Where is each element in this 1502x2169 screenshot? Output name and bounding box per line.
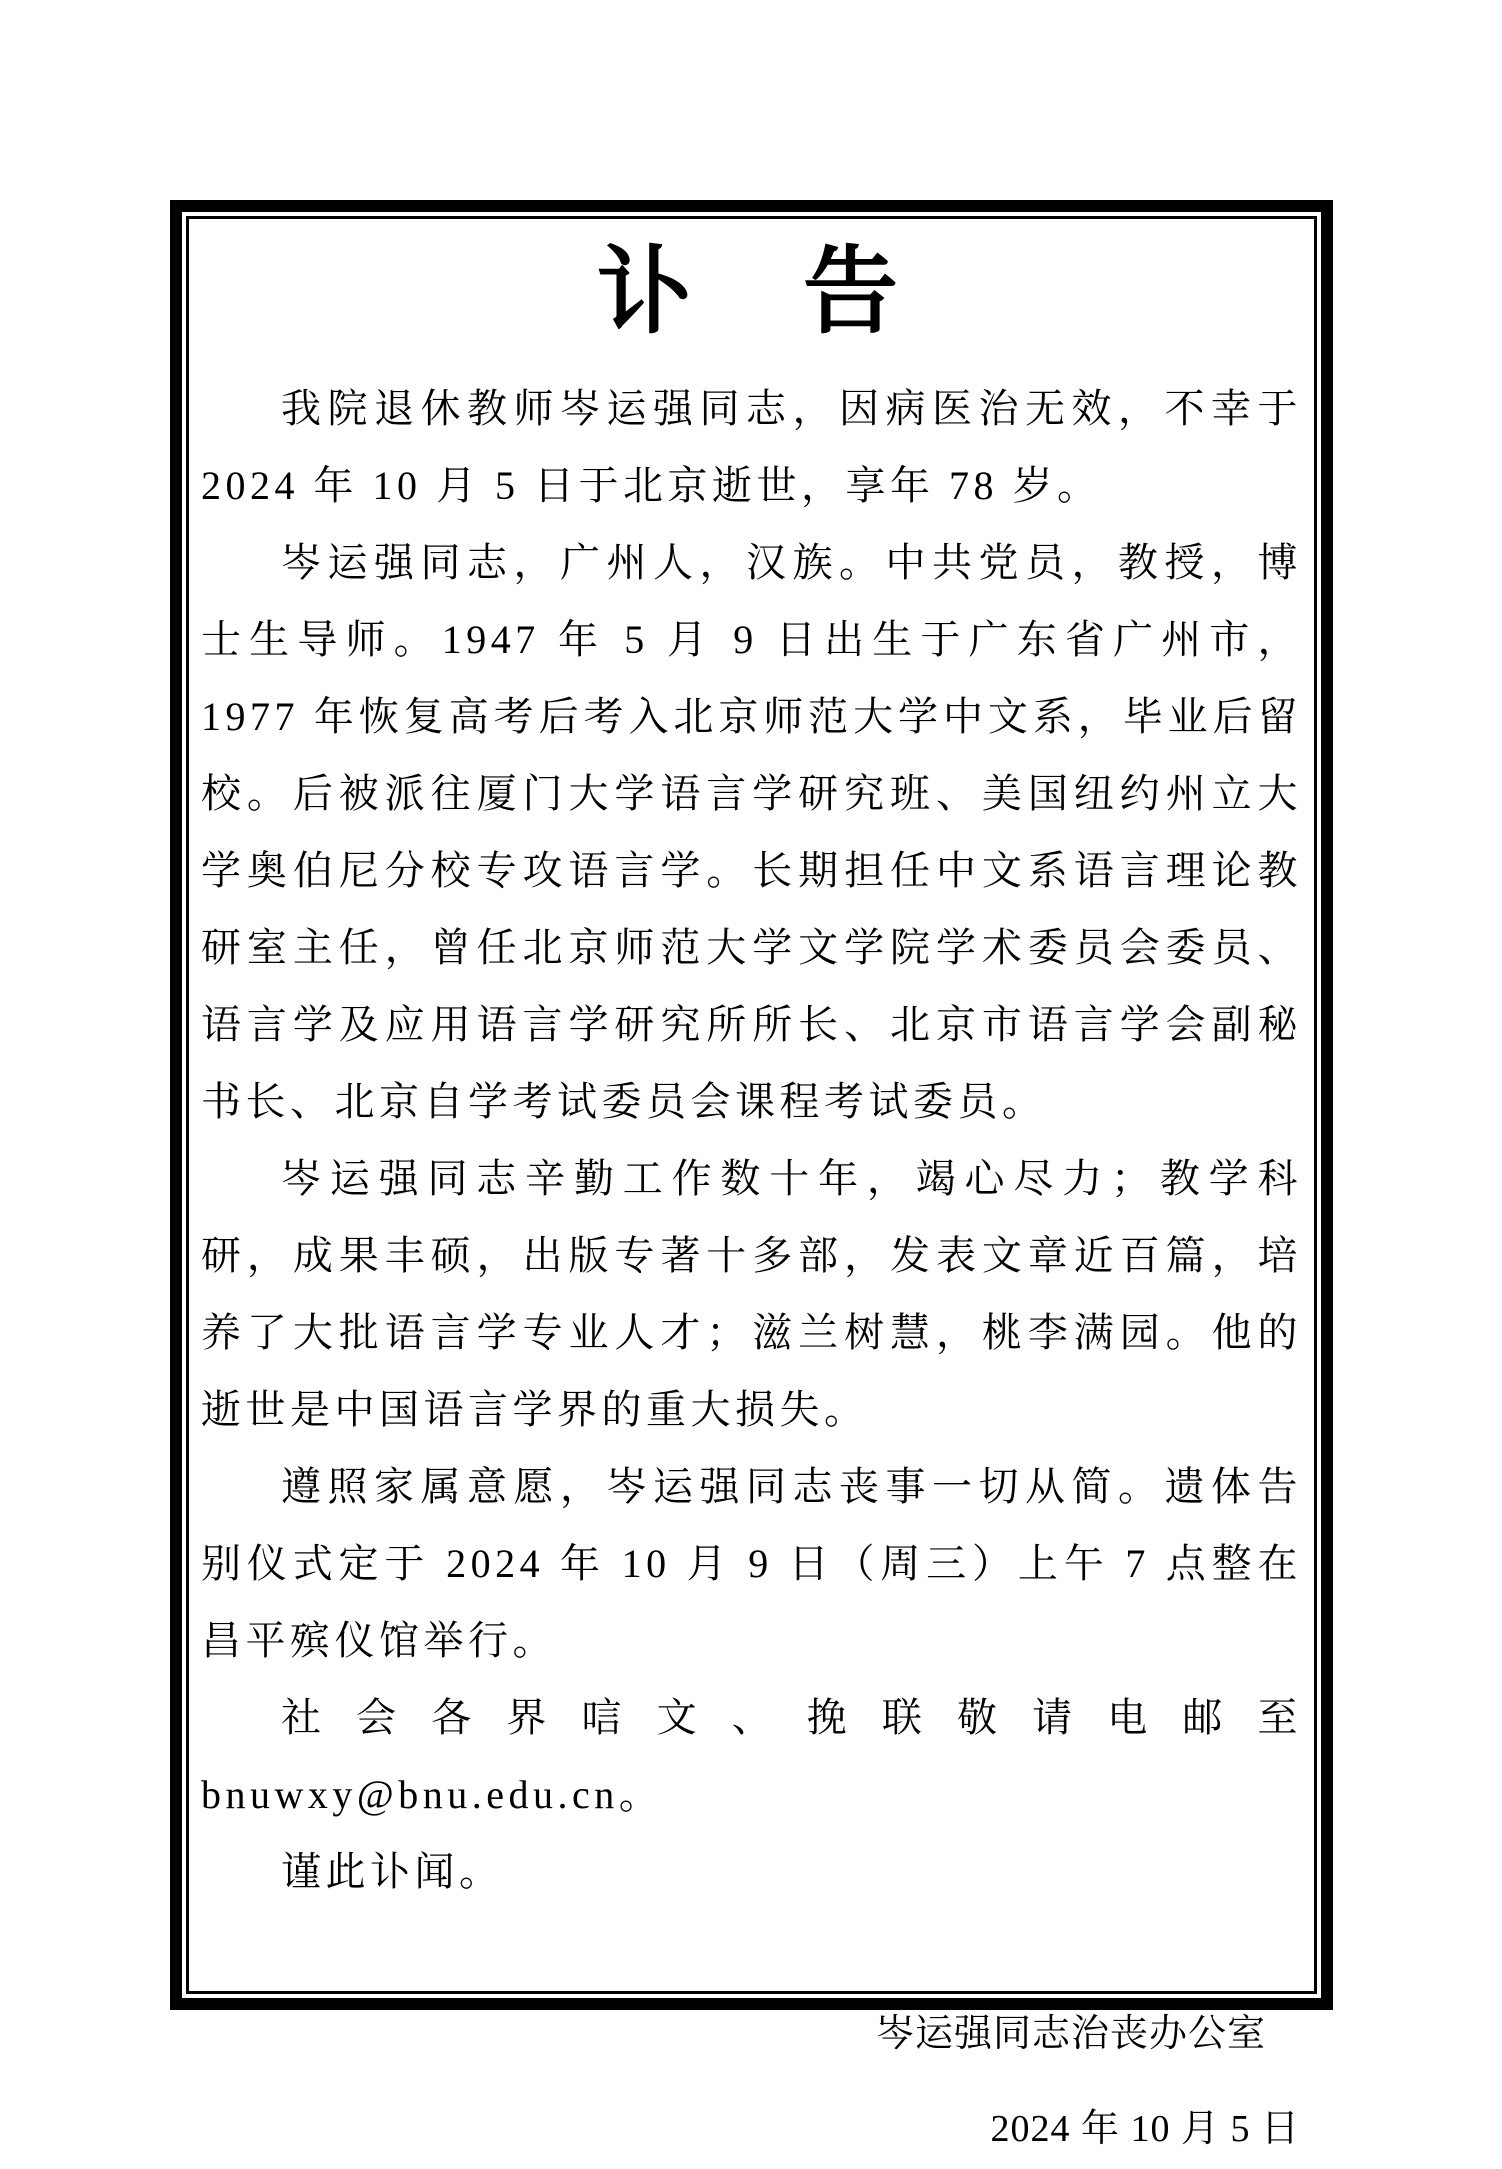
notice-paragraph-condolence-email: 社会各界唁文、挽联敬请电邮至 bnuwxy@bnu.edu.cn。 — [201, 1695, 1302, 1817]
notice-paragraph-closing: 谨此讣闻。 — [281, 1849, 504, 1894]
notice-title: 讣 告 — [596, 239, 906, 345]
signature-office: 岑运强同志治丧办公室 — [875, 2013, 1266, 2055]
notice-paragraph-biography: 岑运强同志，广州人，汉族。中共党员，教授，博士生导师。1947 年 5 月 9 日出生于广东省广州市，1977 年恢复高考后考入北京师范大学中文系，毕业后留校。后被派往厦门大学语言学研究班、美国纽约州立大学奥伯尼分校专攻语言学。长期担任中文系语言理论教研室主任，曾任北京师范大学文学院学术委员会委员、语言学及应用语言学研究所所长、北京市语言学会副秘书长、北京自学考试委员会课程考试委员。 — [201, 540, 1302, 1124]
signature-date: 2024 年 10 月 5 日 — [990, 2108, 1300, 2150]
notice-paragraph-achievements: 岑运强同志辛勤工作数十年，竭心尽力；教学科研，成果丰硕，出版专著十多部，发表文章近百篇，培养了大批语言学专业人才；滋兰树慧，桃李满园。他的逝世是中国语言学界的重大损失。 — [201, 1156, 1302, 1432]
signature-block — [201, 1996, 1302, 2168]
notice-body — [201, 370, 1302, 1910]
notice-inner-frame — [186, 216, 1317, 2150]
notice-paragraph-funeral-arrangement: 遵照家属意愿，岑运强同志丧事一切从简。遗体告别仪式定于 2024 年 10 月 9 日（周三）上午 7 点整在昌平殡仪馆举行。 — [201, 1464, 1302, 1663]
notice-border-frame — [170, 200, 1333, 2150]
notice-paragraph-death: 我院退休教师岑运强同志，因病医治无效，不幸于 2024 年 10 月 5 日于北京逝世，享年 78 岁。 — [201, 386, 1302, 508]
